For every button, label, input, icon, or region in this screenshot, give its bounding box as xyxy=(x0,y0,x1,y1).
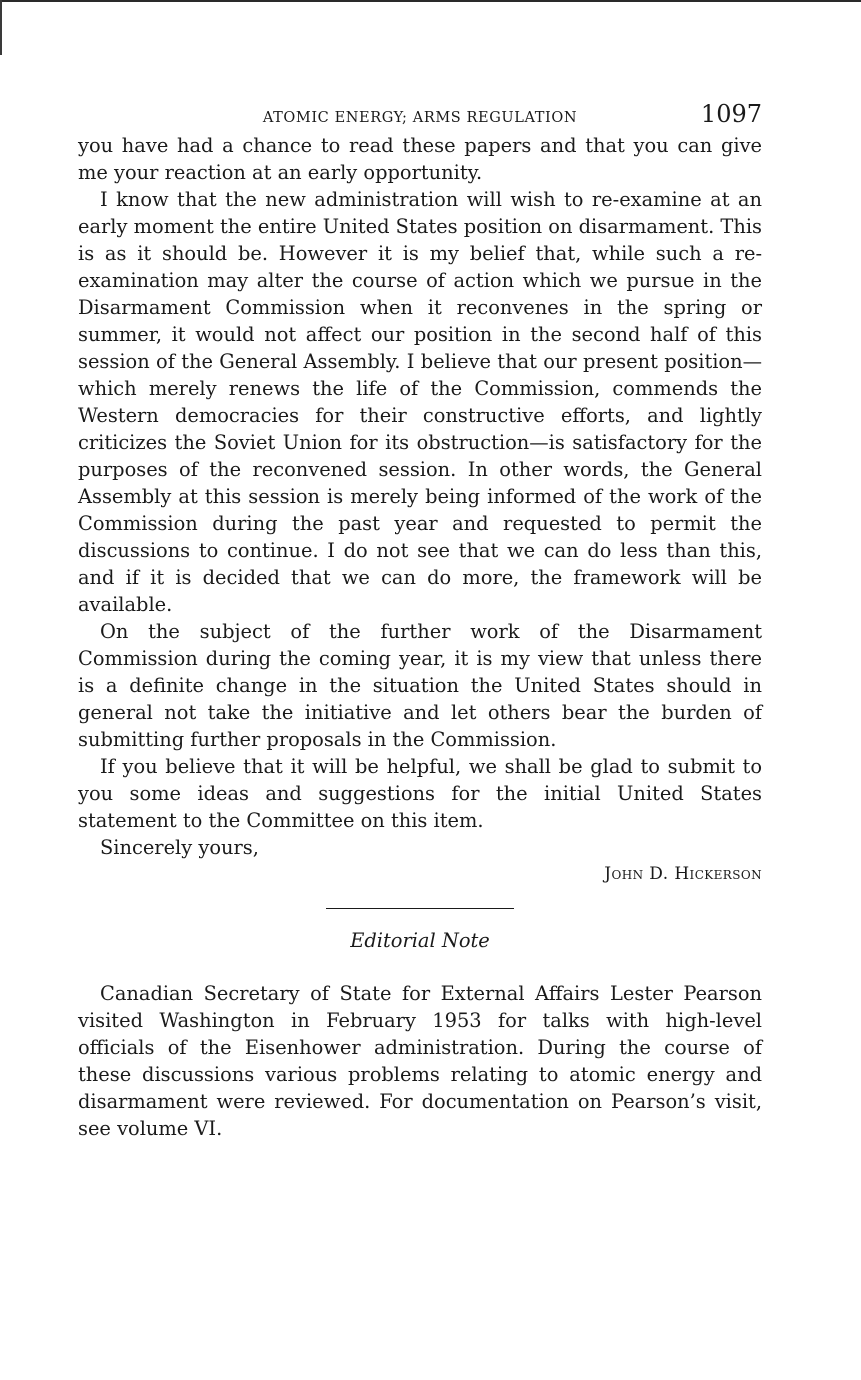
letter-closing: Sincerely yours, xyxy=(100,836,259,859)
section-divider xyxy=(326,908,514,909)
signature-name: John D. Hickerson xyxy=(604,864,762,884)
page-number: 1097 xyxy=(700,100,762,128)
editorial-note-title: Editorial Note xyxy=(350,929,490,952)
editorial-note xyxy=(78,980,762,1142)
letter-signature xyxy=(78,861,762,888)
letter-paragraph-1: you have had a chance to read these papers and that you can give me your reaction at an early opportunity. xyxy=(78,134,762,184)
page-top-edge xyxy=(0,0,861,2)
document-page xyxy=(78,98,762,1142)
editorial-note-body: Canadian Secretary of State for External Affairs Lester Pearson visited Washington in February 1953 for talks with high-level officials of the Eisenhower administration. During the course of these discussions various problems relating to atomic energy and disarmament were reviewed. For documentation on Pearson’s visit, see volume VI. xyxy=(78,982,762,1140)
letter-body xyxy=(78,132,762,834)
letter-paragraph-2: I know that the new administration will wish to re-examine at an early moment the entire United States position on disarmament. This is as it should be. However it is my belief that, while such a re-examination may alter the course of action which we pursue in the Disarmament Commission when it reconvenes in the spring or summer, it would not affect our position in the second half of this session of the General Assembly. I believe that our present position—which merely renews the life of the Commission, commends the Western democracies for their constructive efforts, and lightly criticizes the Soviet Union for its obstruction—is satisfactory for the purposes of the reconvened session. In other words, the General Assembly at this session is merely being informed of the work of the Commission during the past year and requested to permit the discussions to continue. I do not see that we can do less than this, and if it is decided that we can do more, the framework will be available. xyxy=(78,188,762,616)
running-title: ATOMIC ENERGY; ARMS REGULATION xyxy=(262,110,578,126)
page-left-edge xyxy=(0,0,2,55)
letter-paragraph-4: If you believe that it will be helpful, we shall be glad to submit to you some ideas and suggestions for the initial United States statement to the Committee on this item. xyxy=(78,755,762,832)
letter-paragraph-3: On the subject of the further work of the Disarmament Commission during the coming year, it is my view that unless there is a definite change in the situation the United States should in general not take the initiative and let others bear the burden of submitting further proposals in the Commission. xyxy=(78,620,762,751)
running-header xyxy=(78,98,762,132)
